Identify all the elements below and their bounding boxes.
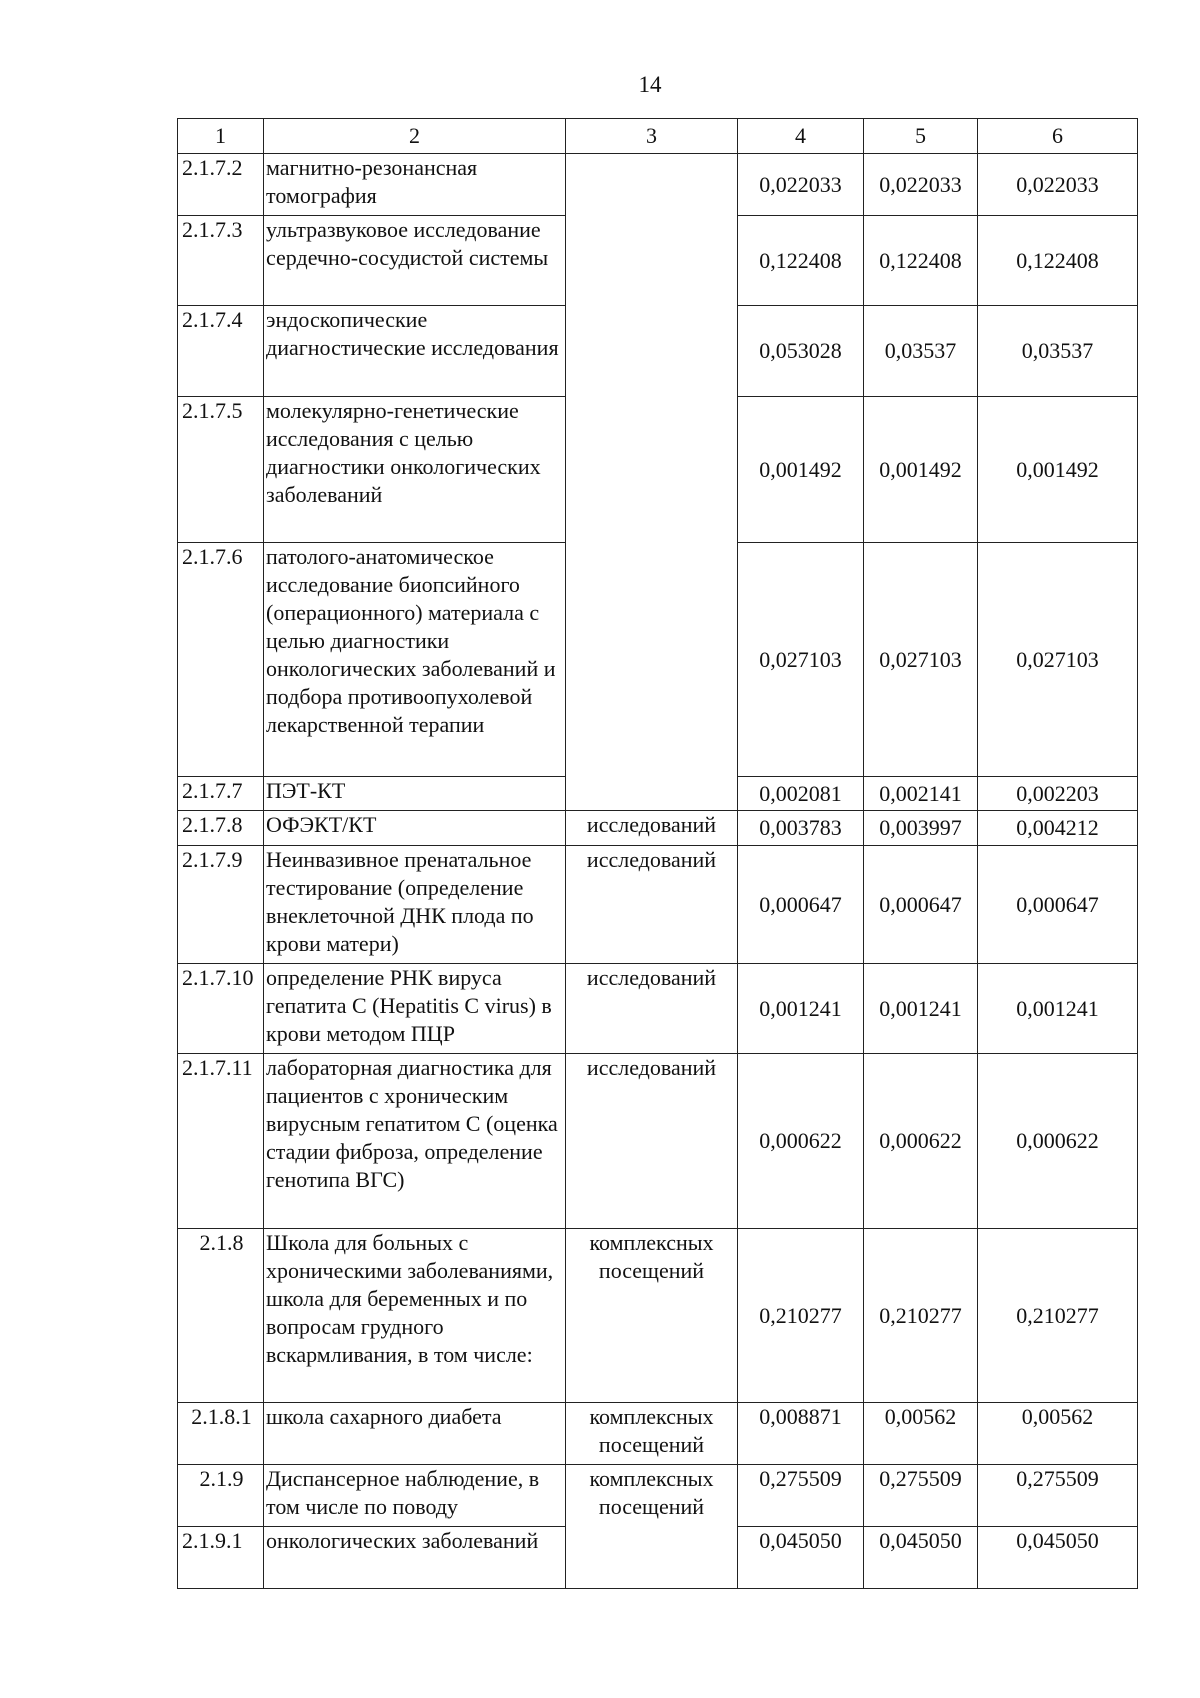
row-value-4: 0,027103 xyxy=(738,543,864,777)
row-name: школа сахарного диабета xyxy=(264,1403,566,1465)
row-unit: комплексных посещений xyxy=(566,1403,738,1465)
row-name: эндоскопические диагностические исследования xyxy=(264,306,566,397)
column-header: 2 xyxy=(264,119,566,154)
row-code: 2.1.7.11 xyxy=(178,1054,264,1229)
row-value-6: 0,001492 xyxy=(978,397,1138,543)
row-value-6: 0,122408 xyxy=(978,216,1138,306)
table-row xyxy=(178,964,1138,1054)
row-value-6: 0,000622 xyxy=(978,1054,1138,1229)
row-name: Школа для больных с хроническими заболеваниями, школа для беременных и по вопросам грудного вскармливания, в том числе: xyxy=(264,1229,566,1403)
row-value-5: 0,000647 xyxy=(864,846,978,964)
row-value-6: 0,03537 xyxy=(978,306,1138,397)
row-value-5: 0,027103 xyxy=(864,543,978,777)
row-unit: комплексных посещений xyxy=(566,1465,738,1589)
row-code: 2.1.7.3 xyxy=(178,216,264,306)
table-header-row xyxy=(178,119,1138,154)
row-name: определение РНК вируса гепатита С (Hepatitis С virus) в крови методом ПЦР xyxy=(264,964,566,1054)
row-value-4: 0,210277 xyxy=(738,1229,864,1403)
row-unit: комплексных посещений xyxy=(566,1229,738,1403)
row-value-5: 0,045050 xyxy=(864,1527,978,1589)
row-value-6: 0,001241 xyxy=(978,964,1138,1054)
row-name: Неинвазивное пренатальное тестирование (определение внеклеточной ДНК плода по крови матери) xyxy=(264,846,566,964)
row-value-4: 0,000622 xyxy=(738,1054,864,1229)
row-name: ПЭТ-КТ xyxy=(264,777,566,811)
table-row xyxy=(178,154,1138,216)
row-value-4: 0,008871 xyxy=(738,1403,864,1465)
page-number: 14 xyxy=(638,72,662,97)
row-name: молекулярно-генетические исследования с целью диагностики онкологических заболеваний xyxy=(264,397,566,543)
row-value-5: 0,003997 xyxy=(864,811,978,846)
row-name: ОФЭКТ/КТ xyxy=(264,811,566,846)
row-code: 2.1.7.9 xyxy=(178,846,264,964)
row-value-6: 0,000647 xyxy=(978,846,1138,964)
row-code: 2.1.8 xyxy=(178,1229,264,1403)
row-value-5: 0,275509 xyxy=(864,1465,978,1527)
row-value-4: 0,000647 xyxy=(738,846,864,964)
table-row xyxy=(178,811,1138,846)
column-header: 3 xyxy=(566,119,738,154)
row-code: 2.1.9.1 xyxy=(178,1527,264,1589)
row-value-6: 0,275509 xyxy=(978,1465,1138,1527)
table-row xyxy=(178,846,1138,964)
row-value-6: 0,00562 xyxy=(978,1403,1138,1465)
row-name: магнитно-резонансная томография xyxy=(264,154,566,216)
row-unit-merged xyxy=(566,154,738,811)
row-value-4: 0,045050 xyxy=(738,1527,864,1589)
column-header: 1 xyxy=(178,119,264,154)
row-value-5: 0,022033 xyxy=(864,154,978,216)
row-name: патолого-анатомическое исследование биопсийного (операционного) материала с целью диагностики онкологических заболеваний и подбора противоопухолевой лекарственной терапии xyxy=(264,543,566,777)
row-unit: исследований xyxy=(566,964,738,1054)
row-unit: исследований xyxy=(566,846,738,964)
row-value-6: 0,004212 xyxy=(978,811,1138,846)
row-name: Диспансерное наблюдение, в том числе по поводу xyxy=(264,1465,566,1527)
row-unit: исследований xyxy=(566,1054,738,1229)
row-value-4: 0,275509 xyxy=(738,1465,864,1527)
row-value-6: 0,002203 xyxy=(978,777,1138,811)
row-name: лабораторная диагностика для пациентов с хроническим вирусным гепатитом С (оценка стадии фиброза, определение генотипа ВГС) xyxy=(264,1054,566,1229)
column-header: 4 xyxy=(738,119,864,154)
row-code: 2.1.7.2 xyxy=(178,154,264,216)
row-value-4: 0,001492 xyxy=(738,397,864,543)
data-table xyxy=(177,118,1138,1589)
row-value-6: 0,027103 xyxy=(978,543,1138,777)
row-code: 2.1.8.1 xyxy=(178,1403,264,1465)
row-code: 2.1.7.6 xyxy=(178,543,264,777)
row-value-5: 0,001241 xyxy=(864,964,978,1054)
column-header: 5 xyxy=(864,119,978,154)
row-value-6: 0,210277 xyxy=(978,1229,1138,1403)
row-code: 2.1.7.5 xyxy=(178,397,264,543)
row-code: 2.1.9 xyxy=(178,1465,264,1527)
row-value-5: 0,00562 xyxy=(864,1403,978,1465)
row-name: ультразвуковое исследование сердечно-сосудистой системы xyxy=(264,216,566,306)
row-value-4: 0,002081 xyxy=(738,777,864,811)
row-value-4: 0,001241 xyxy=(738,964,864,1054)
row-unit: исследований xyxy=(566,811,738,846)
table-row xyxy=(178,1465,1138,1527)
row-value-4: 0,003783 xyxy=(738,811,864,846)
row-name: онкологических заболеваний xyxy=(264,1527,566,1589)
row-value-4: 0,053028 xyxy=(738,306,864,397)
row-value-4: 0,122408 xyxy=(738,216,864,306)
row-code: 2.1.7.7 xyxy=(178,777,264,811)
row-value-5: 0,000622 xyxy=(864,1054,978,1229)
row-value-5: 0,122408 xyxy=(864,216,978,306)
row-code: 2.1.7.4 xyxy=(178,306,264,397)
row-value-5: 0,002141 xyxy=(864,777,978,811)
row-value-6: 0,022033 xyxy=(978,154,1138,216)
row-code: 2.1.7.10 xyxy=(178,964,264,1054)
row-value-5: 0,210277 xyxy=(864,1229,978,1403)
row-code: 2.1.7.8 xyxy=(178,811,264,846)
row-value-5: 0,03537 xyxy=(864,306,978,397)
column-header: 6 xyxy=(978,119,1138,154)
row-value-5: 0,001492 xyxy=(864,397,978,543)
table-row xyxy=(178,1054,1138,1229)
row-value-4: 0,022033 xyxy=(738,154,864,216)
row-value-6: 0,045050 xyxy=(978,1527,1138,1589)
table-row xyxy=(178,1403,1138,1465)
table-row xyxy=(178,1229,1138,1403)
